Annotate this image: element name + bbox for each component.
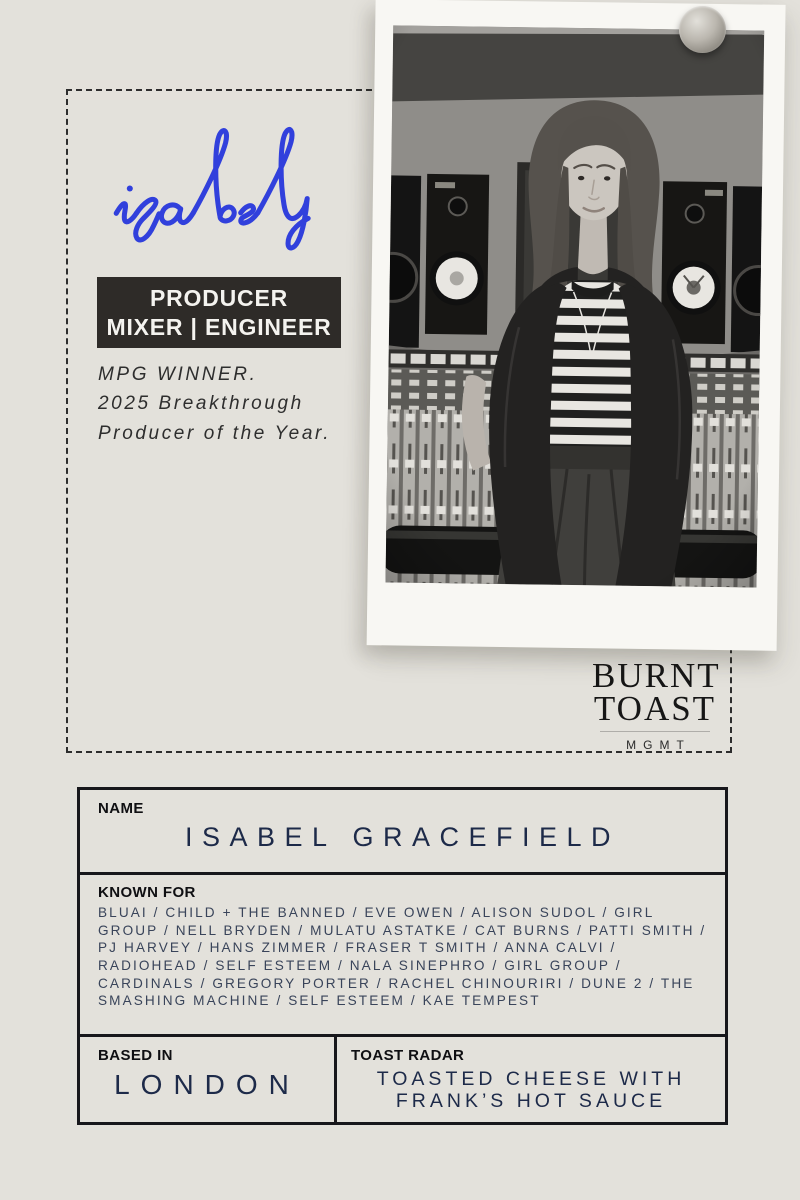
profile-table	[77, 787, 728, 1125]
polaroid-photo	[367, 0, 786, 651]
toast-radar-cell	[337, 1037, 725, 1122]
award-text	[98, 360, 331, 448]
burnt-toast-logo	[592, 656, 721, 752]
bottom-row	[80, 1037, 725, 1122]
name-label: NAME	[98, 800, 144, 817]
award-line1: MPG WINNER.	[98, 364, 258, 385]
name-row	[80, 790, 725, 875]
toast-radar-value: TOASTED CHEESE WITH FRANK’S HOT SAUCE	[376, 1068, 686, 1113]
award-line2: 2025 Breakthrough	[98, 393, 304, 415]
role-badge-line1: PRODUCER	[149, 284, 289, 311]
signature-script-drawing	[88, 114, 350, 266]
known-for-label: KNOWN FOR	[98, 884, 196, 901]
role-badge	[97, 277, 341, 348]
logo-word-toast: TOAST	[593, 689, 717, 729]
based-in-label: BASED IN	[98, 1047, 173, 1064]
based-in-cell	[80, 1037, 337, 1122]
metal-pin	[679, 6, 726, 53]
logo-word-burnt: BURNT	[592, 656, 721, 695]
logo-divider	[600, 731, 710, 732]
studio-portrait-photo	[385, 25, 764, 587]
studio-portrait-illustration	[385, 25, 764, 587]
logo-sub-mgmt: MGMT	[626, 737, 691, 752]
award-line3: Producer of the Year.	[98, 422, 332, 444]
toast-radar-label: TOAST RADAR	[351, 1047, 465, 1064]
known-for-row	[80, 875, 725, 1037]
known-for-list: BLUAI / CHILD + THE BANNED / EVE OWEN / ALISON SUDOL / GIRL GROUP / NELL BRYDEN / MULATU ASTATKE / CAT BURNS / PATTI SMITH / PJ HARVEY / HANS ZIMMER / FRASER T SMITH / ANNA CALVI / RADIOHEAD / SELF ESTEEM / NALA SINEPHRO / GIRL GROUP / CARDINALS / GREGORY PORTER / RACHEL CHINOURIRI / DUNE 2 / THE SMASHING MACHINE / SELF ESTEEM / KAE TEMPEST	[98, 905, 707, 1009]
role-badge-line2: MIXER | ENGINEER	[106, 313, 332, 340]
signature-script	[88, 114, 350, 266]
based-in-value: LONDON	[114, 1069, 300, 1100]
name-value: ISABEL GRACEFIELD	[184, 822, 621, 852]
